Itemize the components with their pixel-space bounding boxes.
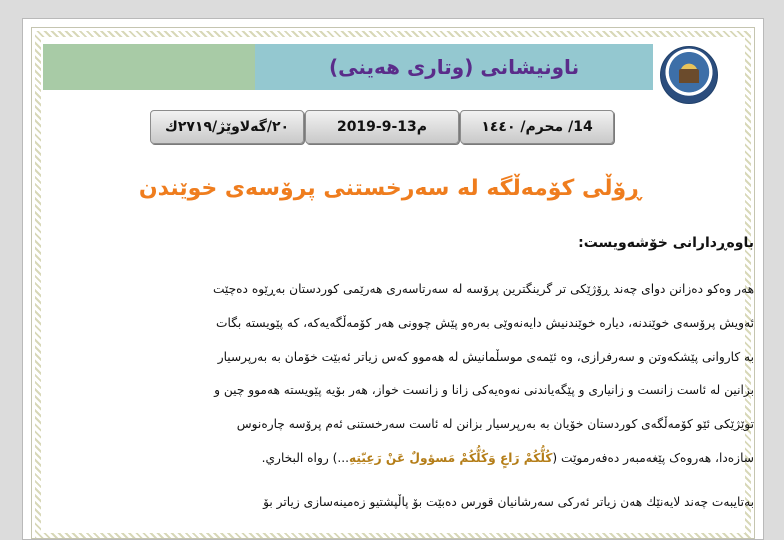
logo-building-icon xyxy=(679,69,699,83)
greeting-heading: باوەڕدارانی خۆشەویست: xyxy=(578,235,754,251)
hadith-intro: سازەدا، هەروەک پێغەمبەر دەفەرموێت ( xyxy=(552,450,754,465)
hadith-line xyxy=(48,442,754,476)
body-line: توێژێکی ئێو کۆمەڵگەی کوردستان خۆیان بە بەرپرسیار بزانن لە ئاست سەرخستنی ئەم پرۆسە چارەنوس xyxy=(236,417,754,432)
body-line: بزانین لە ئاست زانست و زانیاری و پێگەیاندنی نەوەیەکی زانا و زانست خواز، هەر بۆیە پێویستە هەموو چین و xyxy=(214,383,754,398)
header-accent-block xyxy=(43,44,255,90)
hadith-citation: ...) رواه البخاري. xyxy=(261,450,349,465)
body-line: هەر وەکو دەزانن دوای چەند ڕۆژێکی تر گرینگترین پرۆسە لە سەرتاسەری هەرێمی کوردستان بەڕێوە دەچێت xyxy=(212,282,754,296)
body-line: ئەویش پرۆسەی خوێندنە، دیارە خوێندنیش دایەنەوێی بەرەو پێش چوونی هەر کۆمەڵگەیەکە، کە پێویستە بگات xyxy=(216,315,754,330)
hijri-date-box: 14/ محرم/ ١٤٤٠ xyxy=(460,110,614,144)
gregorian-date-box: 2019-9-13م xyxy=(305,110,459,144)
header-title: ناونیشانی (وتاری هەینی) xyxy=(255,44,653,90)
second-paragraph-line: بەتایبەت چەند لایەنێك هەن زیاتر ئەركی سەرشانیان قورس دەبێت بۆ پاڵپشتیو زەمینەسازی زیاتر بۆ xyxy=(263,495,754,509)
hadith-quote: كُلُّكُمْ رَاعٍ وَكُلُّكُمْ مَسؤولٌ عَنْ رَعِيّتِهِ xyxy=(348,450,553,465)
kurdish-date-box: ٢٠/گەلاوێژ/٢٧١٩ك xyxy=(150,110,304,144)
body-paragraph xyxy=(48,273,754,476)
body-line: بە کاروانی پێشکەوتن و سەرفرازی، وە ئێمەی موسڵمانیش لە هەموو کەس زیاتر ئەبێت خۆمان بە بەرپرسیار xyxy=(217,349,754,364)
article-title: ڕۆڵی کۆمەڵگە لە سەرخستنی پرۆسەی خوێندن xyxy=(138,176,642,201)
header-banner xyxy=(43,44,653,90)
ministry-logo-icon xyxy=(660,46,718,104)
